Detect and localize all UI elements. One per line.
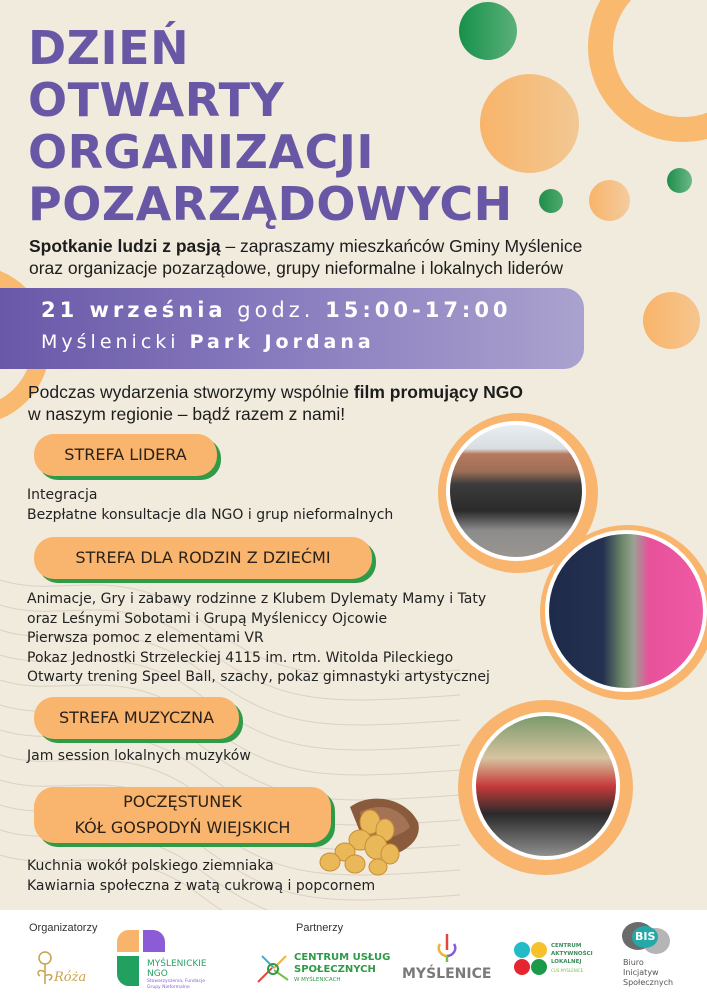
pill-line: POCZĘSTUNEK (123, 792, 242, 811)
film-text (28, 381, 523, 425)
film-line2: w naszym regionie – bądź razem z nami! (28, 404, 346, 424)
list-item: Animacje, Gry i zabawy rodzinne z Klubem Dylematy Mamy i Taty (27, 591, 487, 607)
list-item: Pokaz Jednostki Strzeleckiej 4115 im. rtm. Witolda Pileckiego (27, 649, 454, 666)
cus-line1: CENTRUM USŁUG (294, 952, 391, 963)
intro-text (29, 235, 582, 279)
zone-poczestunek-label (34, 787, 331, 843)
list-item: Bezpłatne konsultacje dla NGO i grup nieformalnych (27, 506, 394, 523)
event-place: Park Jordana (189, 331, 375, 353)
bis-line3: Społecznych (623, 978, 674, 987)
intro-line2: oraz organizacje pozarządowe, grupy nieformalne i lokalnych liderów (29, 258, 564, 278)
photo-young-people (472, 712, 620, 860)
film-bold: film promujący NGO (353, 382, 524, 402)
zone-lidera-items (27, 486, 393, 525)
cal-dot-green (531, 959, 547, 975)
myslenice-text: MYŚLENICE (402, 966, 492, 982)
list-item: Jam session lokalnych muzyków (27, 748, 251, 764)
cal-dot-yellow (531, 942, 547, 958)
green-dot-decoration (539, 189, 563, 213)
godz-label: godz. (226, 298, 326, 322)
roza-logo (34, 950, 94, 990)
bis-line1: Biuro (623, 958, 644, 967)
ngo-sub: NGO (147, 969, 168, 979)
bis-acronym: BIS (635, 930, 656, 943)
date-place-banner (0, 288, 584, 369)
intro-rest: – zapraszamy mieszkańców Gminy Myślenice (220, 236, 583, 256)
green-dot-decoration (667, 168, 692, 193)
list-item: Pierwsza pomoc z elementami VR (27, 630, 264, 646)
cal-dot-red (514, 959, 530, 975)
zone-muzyczna-items (27, 747, 251, 767)
zone-lidera-label: STREFA LIDERA (34, 434, 217, 476)
rose-icon (34, 950, 56, 986)
ngo-shape-purple (143, 930, 165, 952)
roza-text: Róża (54, 970, 87, 985)
photo-two-women (545, 530, 707, 692)
intro-bold: Spotkanie ludzi z pasją (29, 236, 221, 256)
list-item: Integracja (27, 487, 98, 503)
place-line (41, 331, 375, 353)
event-title (28, 22, 513, 230)
orange-circle-decoration (643, 292, 700, 349)
cal-dot-cyan (514, 942, 530, 958)
title-line: POZARZĄDOWYCH (28, 177, 513, 231)
ngo-shape-green (117, 956, 139, 986)
pill-line: KÓŁ GOSPODYŃ WIEJSKICH (74, 818, 291, 837)
place-prefix: Myślenicki (41, 331, 190, 353)
zone-muzyczna-label: STREFA MUZYCZNA (34, 697, 239, 739)
cus-line3: W MYŚLENICACH (294, 977, 341, 983)
myslenickie-ngo-logo (117, 930, 217, 990)
film-pre: Podczas wydarzenia stworzymy wspólnie (28, 382, 354, 402)
bis-line2: Inicjatyw (623, 968, 659, 977)
orange-dot-decoration (589, 180, 630, 221)
zone-rodzin-items (27, 590, 490, 688)
cal-logo (514, 942, 614, 982)
event-time: 15:00-17:00 (325, 298, 512, 322)
event-date: 21 września (41, 298, 227, 322)
ngo-small1: Stowarzyszenia, Fundacje (147, 979, 206, 984)
list-item: oraz Leśnymi Sobotami i Grupą Myśleniccy Ojcowie (27, 610, 388, 627)
list-item: Kuchnia wokół polskiego ziemniaka (27, 858, 274, 874)
cal-line2: AKTYWNOŚCI (551, 951, 593, 957)
title-line: DZIEŃ (28, 21, 190, 75)
ngo-title: MYŚLENICKIE (147, 959, 207, 969)
hands-icon (256, 952, 290, 986)
date-time-line (41, 298, 512, 322)
list-item: Otwarty trening Speel Ball, szachy, pokaz gimnastyki artystycznej (27, 669, 490, 685)
cus-logo (256, 950, 396, 990)
title-line: ORGANIZACJI (28, 125, 374, 179)
ngo-shape-orange (117, 930, 139, 952)
potato-sack-illustration (310, 792, 425, 877)
partners-label: Partnerzy (296, 922, 344, 934)
photo-crowd-square (446, 421, 586, 561)
bis-logo (620, 920, 700, 1000)
cal-line3: LOKALNEJ (551, 959, 582, 965)
footer-logos (0, 910, 707, 1000)
organizers-label: Organizatorzy (29, 922, 98, 934)
myslenice-logo (402, 932, 494, 987)
cus-line2: SPOŁECZNYCH (294, 964, 376, 975)
title-line: OTWARTY (28, 73, 285, 127)
zone-rodzin-label: STREFA DLA RODZIN Z DZIEĆMI (34, 537, 372, 579)
orange-ring-decoration (588, 0, 707, 142)
myslenice-emblem-icon (432, 932, 462, 962)
list-item: Kawiarnia społeczna z watą cukrową i popcornem (27, 877, 376, 894)
ngo-small2: Grupy Nieformalne (147, 985, 190, 990)
cal-line4: CUS MYŚLENICE (551, 968, 584, 973)
cal-line1: CENTRUM (551, 943, 582, 949)
